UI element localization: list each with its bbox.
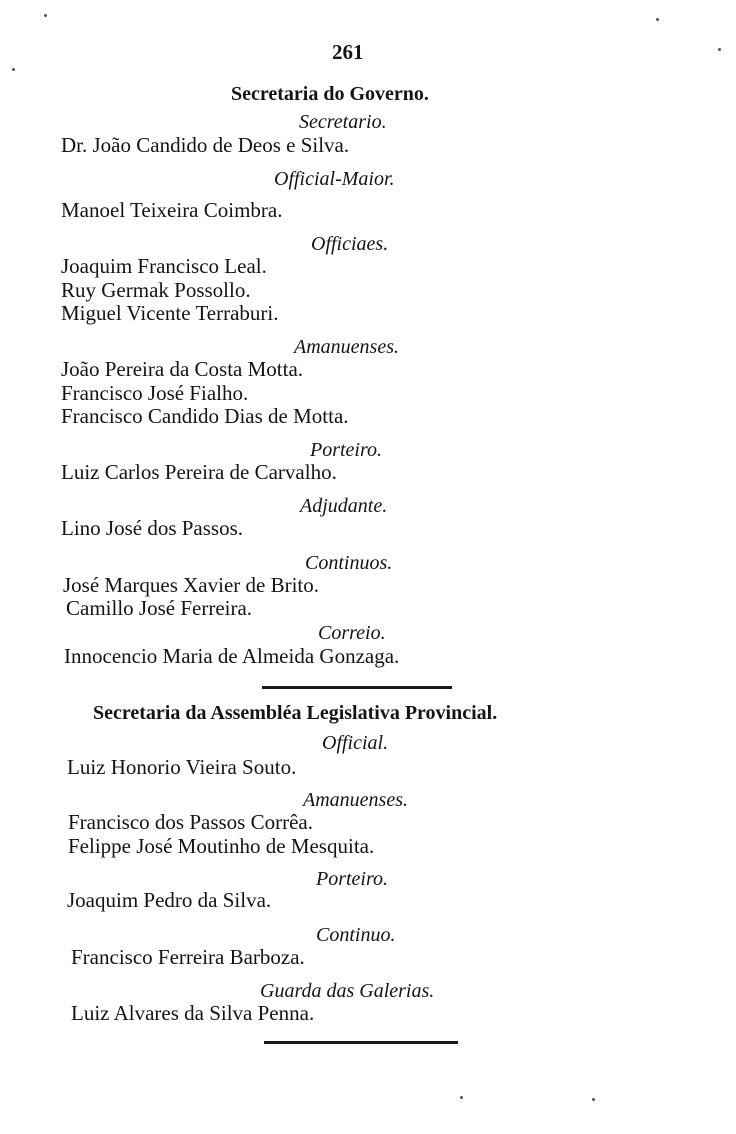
role-label-official-maior: Official-Maior. bbox=[274, 168, 395, 190]
name-continuo: Camillo José Ferreira. bbox=[66, 596, 253, 620]
role-label-guarda: Guarda das Galerias. bbox=[260, 980, 435, 1002]
paper-speck bbox=[592, 1098, 595, 1101]
section-title-governo: Secretaria do Governo. bbox=[231, 83, 429, 105]
name-official: Joaquim Francisco Leal. bbox=[61, 254, 267, 278]
name-guarda: Luiz Alvares da Silva Penna. bbox=[71, 1001, 315, 1025]
role-label-continuos: Continuos. bbox=[305, 552, 393, 574]
name-correio: Innocencio Maria de Almeida Gonzaga. bbox=[64, 644, 400, 668]
paper-speck bbox=[656, 18, 659, 21]
role-label-amanuenses: Amanuenses. bbox=[294, 336, 399, 358]
name-official: Luiz Honorio Vieira Souto. bbox=[67, 755, 297, 779]
name-official: Miguel Vicente Terraburi. bbox=[61, 301, 279, 325]
section-divider bbox=[264, 1041, 458, 1044]
name-continuo: José Marques Xavier de Brito. bbox=[63, 573, 320, 597]
section-divider bbox=[262, 686, 452, 689]
role-label-amanuenses: Amanuenses. bbox=[303, 789, 408, 811]
name-amanuense: Francisco José Fialho. bbox=[61, 381, 249, 405]
name-amanuense: Felippe José Moutinho de Mesquita. bbox=[68, 834, 375, 858]
name-official-maior: Manoel Teixeira Coimbra. bbox=[61, 198, 283, 222]
page-number: 261 bbox=[332, 40, 364, 64]
paper-speck bbox=[12, 68, 15, 71]
name-porteiro: Luiz Carlos Pereira de Carvalho. bbox=[61, 460, 337, 484]
role-label-correio: Correio. bbox=[318, 622, 386, 644]
section-title-assemblea: Secretaria da Assembléa Legislativa Provincial. bbox=[93, 702, 498, 724]
name-continuo: Francisco Ferreira Barboza. bbox=[71, 945, 305, 969]
name-official: Ruy Germak Possollo. bbox=[61, 278, 251, 302]
paper-speck bbox=[44, 14, 47, 17]
role-label-officiaes: Officiaes. bbox=[311, 233, 389, 255]
role-label-continuo: Continuo. bbox=[316, 924, 396, 946]
paper-speck bbox=[460, 1096, 463, 1099]
role-label-porteiro: Porteiro. bbox=[310, 439, 383, 461]
role-label-secretario: Secretario. bbox=[299, 111, 387, 133]
name-porteiro: Joaquim Pedro da Silva. bbox=[67, 888, 272, 912]
name-adjudante: Lino José dos Passos. bbox=[61, 516, 244, 540]
role-label-adjudante: Adjudante. bbox=[300, 495, 388, 517]
role-label-official: Official. bbox=[322, 732, 389, 754]
name-secretario: Dr. João Candido de Deos e Silva. bbox=[61, 133, 350, 157]
name-amanuense: Francisco Candido Dias de Motta. bbox=[61, 404, 349, 428]
role-label-porteiro: Porteiro. bbox=[316, 868, 389, 890]
paper-speck bbox=[718, 48, 721, 51]
name-amanuense: João Pereira da Costa Motta. bbox=[61, 357, 304, 381]
name-amanuense: Francisco dos Passos Corrêa. bbox=[68, 810, 313, 834]
